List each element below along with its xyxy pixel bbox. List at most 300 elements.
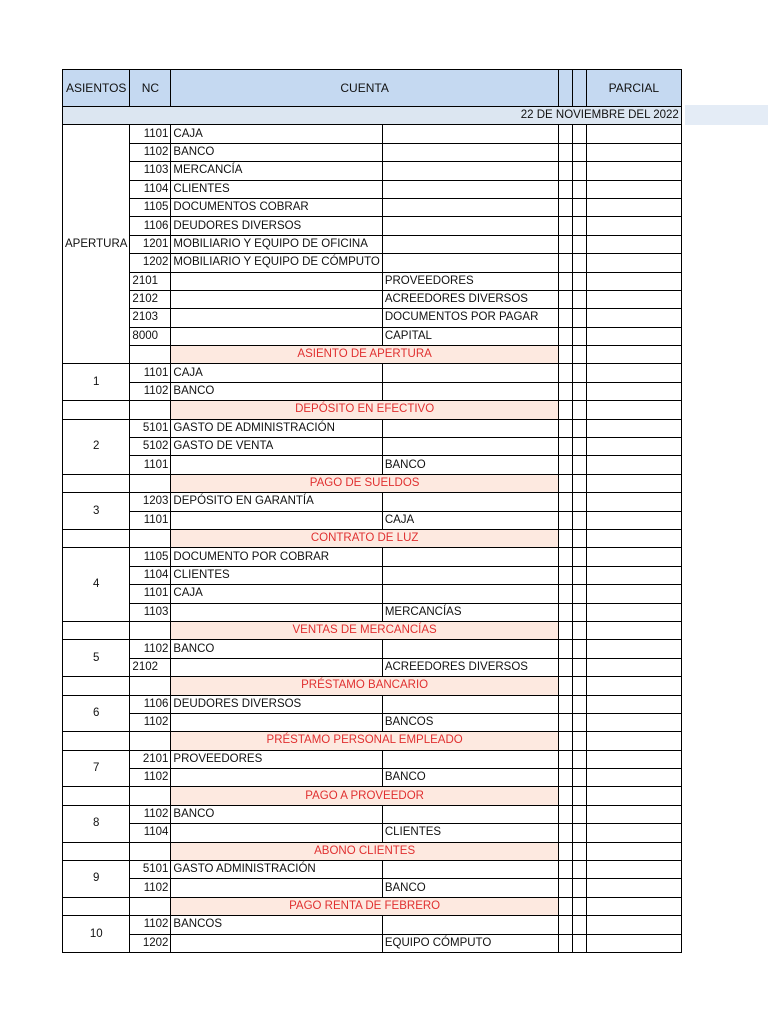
credit-account-cell[interactable] — [382, 254, 558, 272]
blank-cell-1[interactable] — [558, 769, 572, 787]
credit-account-cell[interactable] — [382, 750, 558, 768]
blank-cell-1[interactable] — [558, 419, 572, 437]
blank-cell-1[interactable] — [558, 861, 572, 879]
credit-account-cell[interactable] — [382, 125, 558, 143]
blank-cell-2[interactable] — [572, 511, 586, 529]
blank-cell-1[interactable] — [558, 879, 572, 897]
debit-account-cell[interactable]: BANCO — [171, 805, 382, 823]
asiento-label[interactable]: 2 — [63, 419, 130, 474]
asiento-label[interactable]: APERTURA — [63, 125, 130, 364]
asiento-label-blank[interactable] — [63, 677, 130, 695]
blank-cell-1[interactable] — [558, 640, 572, 658]
parcial-cell[interactable] — [586, 897, 681, 915]
debit-account-cell[interactable]: DEPÓSITO EN GARANTÍA — [171, 493, 382, 511]
table-row — [63, 162, 682, 180]
debit-account-cell[interactable]: DEUDORES DIVERSOS — [171, 695, 382, 713]
nc-cell[interactable]: 5101 — [130, 419, 171, 437]
blank-cell-1[interactable] — [558, 529, 572, 547]
debit-account-cell[interactable]: DOCUMENTOS COBRAR — [171, 198, 382, 216]
credit-account-cell[interactable] — [382, 235, 558, 253]
debit-account-cell[interactable] — [171, 658, 382, 676]
asiento-label[interactable]: 6 — [63, 695, 130, 732]
parcial-cell[interactable] — [586, 934, 681, 952]
concept-row — [63, 787, 682, 805]
parcial-cell[interactable] — [586, 621, 681, 639]
nc-cell[interactable] — [130, 842, 171, 860]
blank-cell-1[interactable] — [558, 493, 572, 511]
nc-cell[interactable] — [130, 787, 171, 805]
asiento-label-blank[interactable] — [63, 529, 130, 547]
parcial-cell[interactable] — [586, 640, 681, 658]
nc-cell[interactable] — [130, 621, 171, 639]
debit-account-cell[interactable]: BANCO — [171, 640, 382, 658]
blank-cell-1[interactable] — [558, 217, 572, 235]
blank-cell-1[interactable] — [558, 272, 572, 290]
credit-account-cell[interactable] — [382, 805, 558, 823]
nc-cell[interactable]: 1102 — [130, 805, 171, 823]
credit-account-cell[interactable]: PROVEEDORES — [382, 272, 558, 290]
blank-cell-1[interactable] — [558, 732, 572, 750]
nc-cell[interactable]: 1202 — [130, 934, 171, 952]
parcial-cell[interactable] — [586, 419, 681, 437]
nc-cell[interactable] — [130, 474, 171, 492]
asiento-label-blank[interactable] — [63, 897, 130, 915]
credit-account-cell[interactable] — [382, 916, 558, 934]
blank-cell-2[interactable] — [572, 658, 586, 676]
parcial-cell[interactable] — [586, 438, 681, 456]
table-row — [63, 511, 682, 529]
parcial-cell[interactable] — [586, 143, 681, 161]
nc-cell[interactable]: 1203 — [130, 493, 171, 511]
parcial-cell[interactable] — [586, 125, 681, 143]
credit-account-cell[interactable]: MERCANCÍAS — [382, 603, 558, 621]
blank-cell-2[interactable] — [572, 713, 586, 731]
blank-cell-2[interactable] — [572, 143, 586, 161]
blank-cell-1[interactable] — [558, 842, 572, 860]
debit-account-cell[interactable]: GASTO ADMINISTRACIÓN — [171, 861, 382, 879]
blank-cell-2[interactable] — [572, 769, 586, 787]
debit-account-cell[interactable] — [171, 934, 382, 952]
parcial-cell[interactable] — [586, 603, 681, 621]
asiento-label[interactable]: 5 — [63, 640, 130, 677]
debit-account-cell[interactable]: CLIENTES — [171, 566, 382, 584]
credit-account-cell[interactable]: CAJA — [382, 511, 558, 529]
debit-account-cell[interactable]: CAJA — [171, 125, 382, 143]
blank-cell-2[interactable] — [572, 309, 586, 327]
debit-account-cell[interactable] — [171, 713, 382, 731]
blank-cell-1[interactable] — [558, 474, 572, 492]
credit-account-cell[interactable] — [382, 695, 558, 713]
nc-cell[interactable]: 1102 — [130, 640, 171, 658]
asiento-label-blank[interactable] — [63, 621, 130, 639]
parcial-cell[interactable] — [586, 750, 681, 768]
blank-cell-1[interactable] — [558, 934, 572, 952]
blank-cell-2[interactable] — [572, 842, 586, 860]
parcial-cell[interactable] — [586, 474, 681, 492]
parcial-cell[interactable] — [586, 198, 681, 216]
nc-cell[interactable] — [130, 529, 171, 547]
nc-cell[interactable]: 1102 — [130, 879, 171, 897]
debit-account-cell[interactable]: PROVEEDORES — [171, 750, 382, 768]
parcial-cell[interactable] — [586, 235, 681, 253]
debit-account-cell[interactable] — [171, 272, 382, 290]
parcial-cell[interactable] — [586, 585, 681, 603]
blank-cell-2[interactable] — [572, 750, 586, 768]
nc-cell[interactable]: 1103 — [130, 603, 171, 621]
debit-account-cell[interactable] — [171, 456, 382, 474]
debit-account-cell[interactable] — [171, 309, 382, 327]
blank-cell-1[interactable] — [558, 235, 572, 253]
blank-cell-1[interactable] — [558, 290, 572, 308]
nc-cell[interactable]: 1102 — [130, 916, 171, 934]
nc-cell[interactable]: 1102 — [130, 143, 171, 161]
credit-account-cell[interactable] — [382, 493, 558, 511]
table-row — [63, 713, 682, 731]
blank-cell-1[interactable] — [558, 143, 572, 161]
date-cell[interactable]: 22 DE NOVIEMBRE DEL 2022 — [63, 107, 682, 125]
blank-cell-1[interactable] — [558, 198, 572, 216]
asiento-label[interactable]: 7 — [63, 750, 130, 787]
nc-cell[interactable]: 1104 — [130, 566, 171, 584]
blank-cell-1[interactable] — [558, 750, 572, 768]
parcial-cell[interactable] — [586, 309, 681, 327]
blank-cell-2[interactable] — [572, 474, 586, 492]
credit-account-cell[interactable] — [382, 180, 558, 198]
table-row — [63, 805, 682, 823]
blank-cell-1[interactable] — [558, 824, 572, 842]
nc-cell[interactable]: 1101 — [130, 456, 171, 474]
credit-account-cell[interactable]: CAPITAL — [382, 327, 558, 345]
parcial-cell[interactable] — [586, 272, 681, 290]
credit-account-cell[interactable] — [382, 143, 558, 161]
blank-cell-2[interactable] — [572, 162, 586, 180]
concept-cell[interactable]: ASIENTO DE APERTURA — [171, 346, 558, 364]
blank-cell-2[interactable] — [572, 456, 586, 474]
nc-cell[interactable] — [130, 677, 171, 695]
concept-cell[interactable]: VENTAS DE MERCANCÍAS — [171, 621, 558, 639]
asiento-label-blank[interactable] — [63, 474, 130, 492]
debit-account-cell[interactable] — [171, 824, 382, 842]
debit-account-cell[interactable]: CLIENTES — [171, 180, 382, 198]
credit-account-cell[interactable] — [382, 162, 558, 180]
blank-cell-2[interactable] — [572, 585, 586, 603]
asiento-label-blank[interactable] — [63, 787, 130, 805]
blank-cell-1[interactable] — [558, 382, 572, 400]
blank-cell-1[interactable] — [558, 621, 572, 639]
debit-account-cell[interactable]: CAJA — [171, 364, 382, 382]
concept-row — [63, 842, 682, 860]
blank-cell-2[interactable] — [572, 382, 586, 400]
nc-cell[interactable]: 2103 — [130, 309, 171, 327]
debit-account-cell[interactable] — [171, 603, 382, 621]
nc-cell[interactable]: 1101 — [130, 511, 171, 529]
parcial-cell[interactable] — [586, 493, 681, 511]
nc-cell[interactable]: 8000 — [130, 327, 171, 345]
nc-cell[interactable] — [130, 732, 171, 750]
nc-cell[interactable]: 1101 — [130, 125, 171, 143]
nc-cell[interactable]: 1102 — [130, 769, 171, 787]
parcial-cell[interactable] — [586, 180, 681, 198]
blank-cell-2[interactable] — [572, 805, 586, 823]
blank-cell-2[interactable] — [572, 346, 586, 364]
parcial-cell[interactable] — [586, 456, 681, 474]
nc-cell[interactable]: 2101 — [130, 272, 171, 290]
debit-account-cell[interactable]: BANCOS — [171, 916, 382, 934]
asiento-label-blank[interactable] — [63, 842, 130, 860]
blank-cell-1[interactable] — [558, 254, 572, 272]
parcial-cell[interactable] — [586, 695, 681, 713]
asiento-label-blank[interactable] — [63, 732, 130, 750]
credit-account-cell[interactable] — [382, 585, 558, 603]
credit-account-cell[interactable] — [382, 364, 558, 382]
blank-cell-1[interactable] — [558, 548, 572, 566]
blank-cell-2[interactable] — [572, 677, 586, 695]
parcial-cell[interactable] — [586, 346, 681, 364]
blank-cell-1[interactable] — [558, 346, 572, 364]
blank-cell-2[interactable] — [572, 438, 586, 456]
nc-cell[interactable]: 1103 — [130, 162, 171, 180]
blank-cell-2[interactable] — [572, 254, 586, 272]
debit-account-cell[interactable]: BANCO — [171, 382, 382, 400]
debit-account-cell[interactable]: MOBILIARIO Y EQUIPO DE CÓMPUTO — [171, 254, 382, 272]
blank-cell-1[interactable] — [558, 438, 572, 456]
blank-cell-1[interactable] — [558, 364, 572, 382]
nc-cell[interactable]: 1102 — [130, 713, 171, 731]
blank-cell-2[interactable] — [572, 621, 586, 639]
blank-cell-1[interactable] — [558, 162, 572, 180]
parcial-cell[interactable] — [586, 382, 681, 400]
credit-account-cell[interactable] — [382, 438, 558, 456]
credit-account-cell[interactable]: BANCO — [382, 879, 558, 897]
parcial-cell[interactable] — [586, 217, 681, 235]
debit-account-cell[interactable]: GASTO DE ADMINISTRACIÓN — [171, 419, 382, 437]
table-row — [63, 879, 682, 897]
blank-cell-2[interactable] — [572, 695, 586, 713]
debit-account-cell[interactable]: GASTO DE VENTA — [171, 438, 382, 456]
credit-account-cell[interactable]: CLIENTES — [382, 824, 558, 842]
header-cuenta: CUENTA — [171, 70, 558, 107]
blank-cell-1[interactable] — [558, 327, 572, 345]
concept-cell[interactable]: PAGO RENTA DE FEBRERO — [171, 897, 558, 915]
credit-account-cell[interactable] — [382, 382, 558, 400]
asiento-label[interactable]: 3 — [63, 493, 130, 530]
table-row — [63, 456, 682, 474]
credit-account-cell[interactable]: ACREEDORES DIVERSOS — [382, 658, 558, 676]
blank-cell-2[interactable] — [572, 548, 586, 566]
blank-cell-1[interactable] — [558, 180, 572, 198]
blank-cell-1[interactable] — [558, 677, 572, 695]
debit-account-cell[interactable]: MERCANCÍA — [171, 162, 382, 180]
parcial-cell[interactable] — [586, 861, 681, 879]
credit-account-cell[interactable] — [382, 566, 558, 584]
concept-cell[interactable]: ABONO CLIENTES — [171, 842, 558, 860]
blank-cell-1[interactable] — [558, 125, 572, 143]
blank-cell-2[interactable] — [572, 125, 586, 143]
credit-account-cell[interactable]: BANCOS — [382, 713, 558, 731]
blank-cell-1[interactable] — [558, 456, 572, 474]
debit-account-cell[interactable]: MOBILIARIO Y EQUIPO DE OFICINA — [171, 235, 382, 253]
debit-account-cell[interactable] — [171, 290, 382, 308]
nc-cell[interactable] — [130, 401, 171, 419]
nc-cell[interactable]: 1104 — [130, 180, 171, 198]
debit-account-cell[interactable] — [171, 511, 382, 529]
blank-cell-2[interactable] — [572, 327, 586, 345]
parcial-cell[interactable] — [586, 732, 681, 750]
asiento-label[interactable]: 10 — [63, 916, 130, 953]
credit-account-cell[interactable] — [382, 640, 558, 658]
blank-cell-1[interactable] — [558, 805, 572, 823]
asiento-label[interactable]: 9 — [63, 861, 130, 898]
credit-account-cell[interactable]: BANCO — [382, 456, 558, 474]
blank-cell-1[interactable] — [558, 713, 572, 731]
nc-cell[interactable]: 2102 — [130, 290, 171, 308]
parcial-cell[interactable] — [586, 769, 681, 787]
credit-account-cell[interactable]: ACREEDORES DIVERSOS — [382, 290, 558, 308]
nc-cell[interactable] — [130, 897, 171, 915]
credit-account-cell[interactable] — [382, 198, 558, 216]
blank-cell-1[interactable] — [558, 585, 572, 603]
concept-cell[interactable]: PRÉSTAMO BANCARIO — [171, 677, 558, 695]
concept-cell[interactable]: PAGO A PROVEEDOR — [171, 787, 558, 805]
parcial-cell[interactable] — [586, 327, 681, 345]
credit-account-cell[interactable]: EQUIPO CÓMPUTO — [382, 934, 558, 952]
asiento-label[interactable]: 4 — [63, 548, 130, 622]
parcial-cell[interactable] — [586, 842, 681, 860]
blank-cell-2[interactable] — [572, 217, 586, 235]
table-row — [63, 309, 682, 327]
table-row — [63, 364, 682, 382]
credit-account-cell[interactable]: BANCO — [382, 769, 558, 787]
blank-cell-2[interactable] — [572, 198, 586, 216]
blank-cell-2[interactable] — [572, 235, 586, 253]
nc-cell[interactable]: 1106 — [130, 217, 171, 235]
table-row — [63, 640, 682, 658]
parcial-cell[interactable] — [586, 529, 681, 547]
nc-cell[interactable]: 1202 — [130, 254, 171, 272]
nc-cell[interactable]: 1201 — [130, 235, 171, 253]
parcial-cell[interactable] — [586, 162, 681, 180]
blank-cell-2[interactable] — [572, 640, 586, 658]
parcial-cell[interactable] — [586, 658, 681, 676]
table-row — [63, 769, 682, 787]
nc-cell[interactable]: 1102 — [130, 382, 171, 400]
concept-cell[interactable]: DEPÓSITO EN EFECTIVO — [171, 401, 558, 419]
table-row — [63, 180, 682, 198]
blank-cell-2[interactable] — [572, 787, 586, 805]
blank-cell-1[interactable] — [558, 787, 572, 805]
concept-cell[interactable]: PAGO DE SUELDOS — [171, 474, 558, 492]
concept-row — [63, 529, 682, 547]
blank-cell-1[interactable] — [558, 916, 572, 934]
table-row — [63, 382, 682, 400]
blank-cell-2[interactable] — [572, 824, 586, 842]
nc-cell[interactable]: 1105 — [130, 198, 171, 216]
table-row — [63, 217, 682, 235]
parcial-cell[interactable] — [586, 254, 681, 272]
nc-cell[interactable]: 2102 — [130, 658, 171, 676]
debit-account-cell[interactable]: DOCUMENTO POR COBRAR — [171, 548, 382, 566]
credit-account-cell[interactable] — [382, 548, 558, 566]
blank-cell-2[interactable] — [572, 401, 586, 419]
concept-cell[interactable]: CONTRATO DE LUZ — [171, 529, 558, 547]
parcial-cell[interactable] — [586, 916, 681, 934]
nc-cell[interactable] — [130, 346, 171, 364]
concept-cell[interactable]: PRÉSTAMO PERSONAL EMPLEADO — [171, 732, 558, 750]
debit-account-cell[interactable] — [171, 769, 382, 787]
blank-cell-1[interactable] — [558, 658, 572, 676]
nc-cell[interactable]: 5102 — [130, 438, 171, 456]
blank-cell-2[interactable] — [572, 364, 586, 382]
blank-cell-2[interactable] — [572, 879, 586, 897]
parcial-cell[interactable] — [586, 677, 681, 695]
asiento-label-blank[interactable] — [63, 401, 130, 419]
blank-cell-1[interactable] — [558, 897, 572, 915]
header-nc: NC — [130, 70, 171, 107]
blank-cell-2[interactable] — [572, 916, 586, 934]
blank-cell-2[interactable] — [572, 493, 586, 511]
nc-cell[interactable]: 1101 — [130, 585, 171, 603]
blank-cell-2[interactable] — [572, 272, 586, 290]
blank-cell-1[interactable] — [558, 401, 572, 419]
nc-cell[interactable]: 1105 — [130, 548, 171, 566]
blank-cell-2[interactable] — [572, 934, 586, 952]
blank-cell-2[interactable] — [572, 180, 586, 198]
debit-account-cell[interactable]: DEUDORES DIVERSOS — [171, 217, 382, 235]
table-row — [63, 272, 682, 290]
parcial-cell[interactable] — [586, 511, 681, 529]
blank-cell-2[interactable] — [572, 290, 586, 308]
debit-account-cell[interactable]: CAJA — [171, 585, 382, 603]
blank-cell-2[interactable] — [572, 861, 586, 879]
nc-cell[interactable]: 2101 — [130, 750, 171, 768]
parcial-cell[interactable] — [586, 787, 681, 805]
blank-cell-1[interactable] — [558, 603, 572, 621]
parcial-cell[interactable] — [586, 401, 681, 419]
blank-cell-1[interactable] — [558, 695, 572, 713]
blank-cell-2[interactable] — [572, 529, 586, 547]
credit-account-cell[interactable] — [382, 861, 558, 879]
credit-account-cell[interactable] — [382, 217, 558, 235]
parcial-cell[interactable] — [586, 548, 681, 566]
parcial-cell[interactable] — [586, 566, 681, 584]
blank-cell-1[interactable] — [558, 511, 572, 529]
parcial-cell[interactable] — [586, 290, 681, 308]
blank-cell-1[interactable] — [558, 566, 572, 584]
parcial-cell[interactable] — [586, 713, 681, 731]
blank-cell-1[interactable] — [558, 309, 572, 327]
asiento-label[interactable]: 8 — [63, 805, 130, 842]
parcial-cell[interactable] — [586, 805, 681, 823]
blank-cell-2[interactable] — [572, 732, 586, 750]
credit-account-cell[interactable]: DOCUMENTOS POR PAGAR — [382, 309, 558, 327]
blank-cell-2[interactable] — [572, 603, 586, 621]
credit-account-cell[interactable] — [382, 419, 558, 437]
debit-account-cell[interactable] — [171, 327, 382, 345]
debit-account-cell[interactable]: BANCO — [171, 143, 382, 161]
blank-cell-2[interactable] — [572, 897, 586, 915]
blank-cell-2[interactable] — [572, 419, 586, 437]
asiento-label[interactable]: 1 — [63, 364, 130, 401]
parcial-cell[interactable] — [586, 824, 681, 842]
parcial-cell[interactable] — [586, 879, 681, 897]
nc-cell[interactable]: 5101 — [130, 861, 171, 879]
debit-account-cell[interactable] — [171, 879, 382, 897]
nc-cell[interactable]: 1101 — [130, 364, 171, 382]
nc-cell[interactable]: 1106 — [130, 695, 171, 713]
blank-cell-2[interactable] — [572, 566, 586, 584]
nc-cell[interactable]: 1104 — [130, 824, 171, 842]
parcial-cell[interactable] — [586, 364, 681, 382]
